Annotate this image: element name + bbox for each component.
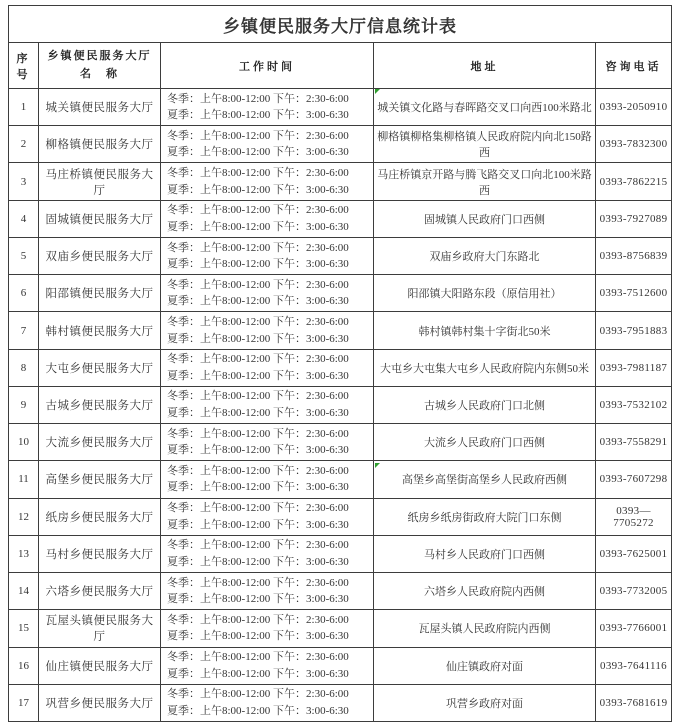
hall-phone: 0393-7981187 — [596, 349, 672, 386]
work-time-summer: 夏季：上午8:00-12:00 下午：3:00-6:30 — [167, 406, 349, 419]
title-row — [9, 6, 672, 43]
row-index: 11 — [9, 461, 39, 498]
row-index: 10 — [9, 424, 39, 461]
work-time-summer: 夏季：上午8:00-12:00 下午：3:00-6:30 — [167, 109, 349, 122]
hall-name: 韩村镇便民服务大厅 — [39, 312, 161, 349]
work-time-winter: 冬季：上午8:00-12:00 下午：2:30-6:00 — [167, 613, 349, 626]
work-time — [161, 275, 374, 312]
col-header-name-line1: 乡镇便民服务大厅 — [47, 50, 152, 63]
work-time — [161, 237, 374, 274]
row-index: 13 — [9, 535, 39, 572]
hall-address: 双庙乡政府大门东路北 — [374, 237, 596, 274]
hall-name: 巩营乡便民服务大厅 — [39, 684, 161, 721]
hall-address: 马村乡人民政府门口西侧 — [374, 535, 596, 572]
table-row — [9, 349, 672, 386]
work-time-summer: 夏季：上午8:00-12:00 下午：3:00-6:30 — [167, 332, 349, 345]
table-row — [9, 610, 672, 647]
table-row — [9, 498, 672, 535]
table-row — [9, 647, 672, 684]
table-row — [9, 684, 672, 721]
hall-address: 高堡乡高堡街高堡乡人民政府西侧 — [374, 461, 596, 498]
hall-name: 大流乡便民服务大厅 — [39, 424, 161, 461]
col-header-name-line2: 名 称 — [80, 67, 119, 80]
work-time-winter: 冬季：上午8:00-12:00 下午：2:30-6:00 — [167, 204, 349, 217]
work-time — [161, 200, 374, 237]
hall-address: 固城镇人民政府门口西侧 — [374, 200, 596, 237]
hall-phone: 0393-7558291 — [596, 424, 672, 461]
work-time — [161, 386, 374, 423]
hall-phone: 0393—7705272 — [596, 498, 672, 535]
work-time-summer: 夏季：上午8:00-12:00 下午：3:00-6:30 — [167, 481, 349, 494]
work-time-summer: 夏季：上午8:00-12:00 下午：3:00-6:30 — [167, 220, 349, 233]
work-time-winter: 冬季：上午8:00-12:00 下午：2:30-6:00 — [167, 316, 349, 329]
col-header-phone: 咨询电话 — [596, 43, 672, 89]
work-time-winter: 冬季：上午8:00-12:00 下午：2:30-6:00 — [167, 651, 349, 664]
work-time-winter: 冬季：上午8:00-12:00 下午：2:30-6:00 — [167, 167, 349, 180]
work-time-winter: 冬季：上午8:00-12:00 下午：2:30-6:00 — [167, 278, 349, 291]
work-time-summer: 夏季：上午8:00-12:00 下午：3:00-6:30 — [167, 444, 349, 457]
row-index: 12 — [9, 498, 39, 535]
work-time-winter: 冬季：上午8:00-12:00 下午：2:30-6:00 — [167, 502, 349, 515]
work-time — [161, 573, 374, 610]
page-title: 乡镇便民服务大厅信息统计表 — [9, 6, 672, 43]
work-time-winter: 冬季：上午8:00-12:00 下午：2:30-6:00 — [167, 241, 349, 254]
hall-phone: 0393-2050910 — [596, 89, 672, 126]
hall-name: 固城镇便民服务大厅 — [39, 200, 161, 237]
hall-name: 仙庄镇便民服务大厅 — [39, 647, 161, 684]
hall-address: 古城乡人民政府门口北侧 — [374, 386, 596, 423]
col-header-address: 地址 — [374, 43, 596, 89]
excel-flash-fill-marker-icon — [375, 89, 380, 94]
row-index: 9 — [9, 386, 39, 423]
hall-name: 纸房乡便民服务大厅 — [39, 498, 161, 535]
hall-phone: 0393-8756839 — [596, 237, 672, 274]
work-time-summer: 夏季：上午8:00-12:00 下午：3:00-6:30 — [167, 593, 349, 606]
work-time — [161, 424, 374, 461]
hall-address: 大屯乡大屯集大屯乡人民政府院内东侧50米 — [374, 349, 596, 386]
work-time-summer: 夏季：上午8:00-12:00 下午：3:00-6:30 — [167, 369, 349, 382]
col-header-index: 序号 — [9, 43, 39, 89]
table-row — [9, 461, 672, 498]
hall-address: 阳邵镇大阳路东段（原信用社） — [374, 275, 596, 312]
hall-address: 韩村镇韩村集十字街北50米 — [374, 312, 596, 349]
excel-flash-fill-marker-icon — [375, 463, 380, 468]
hall-name: 高堡乡便民服务大厅 — [39, 461, 161, 498]
hall-phone: 0393-7832300 — [596, 126, 672, 163]
hall-phone: 0393-7927089 — [596, 200, 672, 237]
hall-name: 大屯乡便民服务大厅 — [39, 349, 161, 386]
table-row — [9, 163, 672, 200]
table-row — [9, 312, 672, 349]
work-time-summer: 夏季：上午8:00-12:00 下午：3:00-6:30 — [167, 704, 349, 717]
hall-name: 城关镇便民服务大厅 — [39, 89, 161, 126]
row-index: 7 — [9, 312, 39, 349]
work-time — [161, 163, 374, 200]
hall-address: 大流乡人民政府门口西侧 — [374, 424, 596, 461]
hall-phone: 0393-7766001 — [596, 610, 672, 647]
row-index: 5 — [9, 237, 39, 274]
work-time-winter: 冬季：上午8:00-12:00 下午：2:30-6:00 — [167, 129, 349, 142]
table-body — [9, 89, 672, 722]
hall-name: 马村乡便民服务大厅 — [39, 535, 161, 572]
table-row — [9, 386, 672, 423]
hall-phone: 0393-7862215 — [596, 163, 672, 200]
hall-phone: 0393-7681619 — [596, 684, 672, 721]
hall-name: 双庙乡便民服务大厅 — [39, 237, 161, 274]
hall-address: 仙庄镇政府对面 — [374, 647, 596, 684]
work-time-summer: 夏季：上午8:00-12:00 下午：3:00-6:30 — [167, 555, 349, 568]
work-time-summer: 夏季：上午8:00-12:00 下午：3:00-6:30 — [167, 518, 349, 531]
hall-address: 巩营乡政府对面 — [374, 684, 596, 721]
row-index: 16 — [9, 647, 39, 684]
work-time-summer: 夏季：上午8:00-12:00 下午：3:00-6:30 — [167, 258, 349, 271]
hall-address: 六塔乡人民政府院内西侧 — [374, 573, 596, 610]
hall-name: 柳格镇便民服务大厅 — [39, 126, 161, 163]
table-row — [9, 200, 672, 237]
work-time-winter: 冬季：上午8:00-12:00 下午：2:30-6:00 — [167, 539, 349, 552]
work-time — [161, 684, 374, 721]
work-time-winter: 冬季：上午8:00-12:00 下午：2:30-6:00 — [167, 576, 349, 589]
header-row — [9, 43, 672, 89]
hall-address: 纸房乡纸房街政府大院门口东侧 — [374, 498, 596, 535]
work-time-winter: 冬季：上午8:00-12:00 下午：2:30-6:00 — [167, 688, 349, 701]
work-time — [161, 498, 374, 535]
hall-phone: 0393-7532102 — [596, 386, 672, 423]
hall-phone: 0393-7512600 — [596, 275, 672, 312]
hall-phone: 0393-7951883 — [596, 312, 672, 349]
work-time — [161, 312, 374, 349]
row-index: 3 — [9, 163, 39, 200]
work-time-winter: 冬季：上午8:00-12:00 下午：2:30-6:00 — [167, 390, 349, 403]
row-index: 4 — [9, 200, 39, 237]
work-time — [161, 610, 374, 647]
table-row — [9, 573, 672, 610]
table-row — [9, 237, 672, 274]
table-row — [9, 126, 672, 163]
hall-address: 城关镇文化路与春晖路交叉口向西100米路北 — [374, 89, 596, 126]
col-header-time: 工作时间 — [161, 43, 374, 89]
hall-name: 六塔乡便民服务大厅 — [39, 573, 161, 610]
work-time — [161, 647, 374, 684]
work-time — [161, 461, 374, 498]
work-time — [161, 349, 374, 386]
work-time — [161, 126, 374, 163]
work-time-summer: 夏季：上午8:00-12:00 下午：3:00-6:30 — [167, 630, 349, 643]
row-index: 2 — [9, 126, 39, 163]
hall-name: 瓦屋头镇便民服务大厅 — [39, 610, 161, 647]
work-time-winter: 冬季：上午8:00-12:00 下午：2:30-6:00 — [167, 464, 349, 477]
work-time-winter: 冬季：上午8:00-12:00 下午：2:30-6:00 — [167, 92, 349, 105]
work-time — [161, 535, 374, 572]
work-time-winter: 冬季：上午8:00-12:00 下午：2:30-6:00 — [167, 427, 349, 440]
work-time-winter: 冬季：上午8:00-12:00 下午：2:30-6:00 — [167, 353, 349, 366]
table-row — [9, 424, 672, 461]
row-index: 15 — [9, 610, 39, 647]
row-index: 17 — [9, 684, 39, 721]
table-row — [9, 275, 672, 312]
info-table — [8, 5, 672, 722]
work-time-summer: 夏季：上午8:00-12:00 下午：3:00-6:30 — [167, 146, 349, 159]
hall-phone: 0393-7625001 — [596, 535, 672, 572]
hall-address: 瓦屋头镇人民政府院内西侧 — [374, 610, 596, 647]
work-time-summer: 夏季：上午8:00-12:00 下午：3:00-6:30 — [167, 183, 349, 196]
row-index: 8 — [9, 349, 39, 386]
hall-address: 马庄桥镇京开路与腾飞路交叉口向北100米路西 — [374, 163, 596, 200]
hall-address: 柳格镇柳格集柳格镇人民政府院内向北150路西 — [374, 126, 596, 163]
hall-phone: 0393-7607298 — [596, 461, 672, 498]
table-row — [9, 535, 672, 572]
work-time — [161, 89, 374, 126]
row-index: 1 — [9, 89, 39, 126]
hall-phone: 0393-7641116 — [596, 647, 672, 684]
col-header-name — [39, 43, 161, 89]
hall-name: 阳邵镇便民服务大厅 — [39, 275, 161, 312]
work-time-summer: 夏季：上午8:00-12:00 下午：3:00-6:30 — [167, 295, 349, 308]
hall-name: 马庄桥镇便民服务大厅 — [39, 163, 161, 200]
table-row — [9, 89, 672, 126]
hall-name: 古城乡便民服务大厅 — [39, 386, 161, 423]
row-index: 6 — [9, 275, 39, 312]
hall-phone: 0393-7732005 — [596, 573, 672, 610]
work-time-summer: 夏季：上午8:00-12:00 下午：3:00-6:30 — [167, 667, 349, 680]
row-index: 14 — [9, 573, 39, 610]
